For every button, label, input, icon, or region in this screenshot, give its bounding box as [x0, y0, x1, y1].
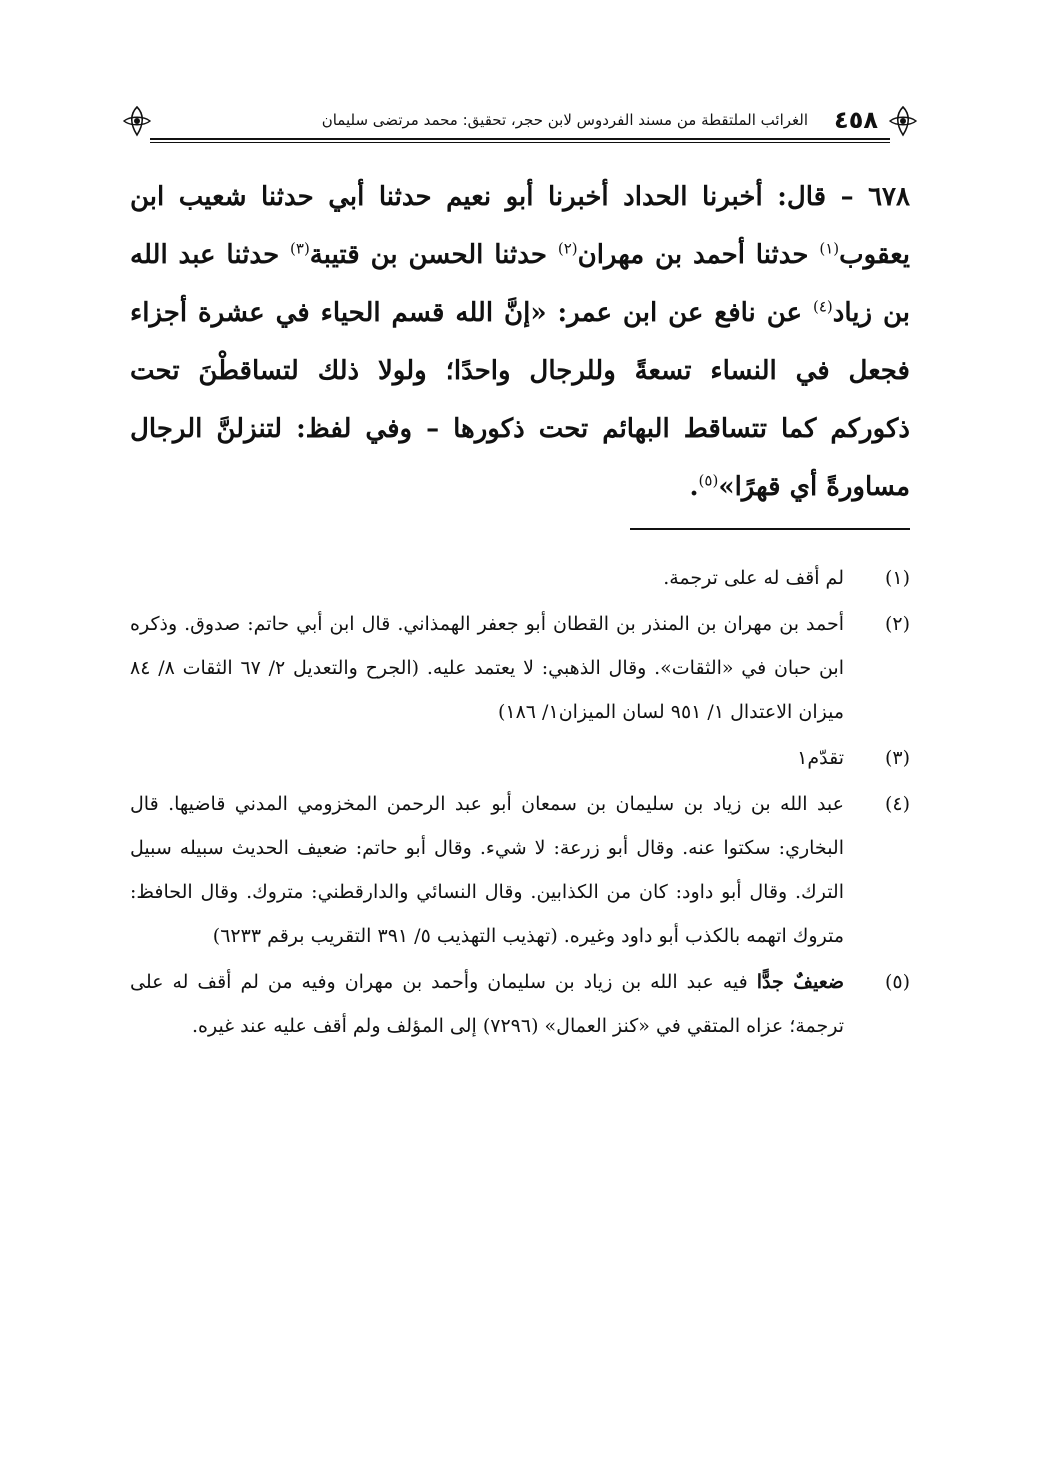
text-segment: ٦٧٨ – قال: أخبرنا الحداد أخبرنا أبو نعيم حدثنا أبي حدثنا شعيب ابن يعقوب [130, 182, 910, 270]
footnote-ref: (٣) [290, 239, 310, 258]
running-header [120, 98, 920, 144]
text-segment: حدثنا عبد الله بن زياد [130, 240, 911, 328]
footnote-number: (٤) [884, 793, 910, 815]
text-segment: حدثنا الحسن بن قتيبة [309, 240, 558, 270]
floral-ornament-icon [886, 104, 920, 138]
footnote-separator [630, 528, 910, 530]
footnote-number: (١) [884, 567, 910, 589]
floral-ornament-icon [120, 104, 154, 138]
footnote [130, 556, 910, 600]
footnote-ref: (٥) [698, 471, 719, 490]
grading-text: فيه عبد الله بن زياد بن سليمان وأحمد بن مهران وفيه من لم أقف له على ترجمة؛ عزاه المتقي في «كنز العمال» (٧٢٩٦) إلى المؤلف ولم أقف عليه عند غيره. [130, 971, 844, 1037]
text-segment: . [689, 472, 699, 502]
footnote-ref: (٤) [812, 297, 833, 316]
footnote-number: (٢) [884, 613, 910, 635]
running-title: الغرائب الملتقطة من مسند الفردوس لابن حجر، تحقيق: محمد مرتضى سليمان [321, 111, 808, 129]
header-rule [150, 142, 890, 143]
text-segment: حدثنا أحمد بن مهران [577, 240, 820, 270]
text-segment: عن نافع عن ابن عمر: «إنَّ الله قسم الحياء في عشرة أجزاء فجعل في النساء تسعةً وللرجال واحدًا؛ ولولا ذلك لتساقطْنَ تحت ذكوركم كما تتساقط البهائم تحت ذكورها – وفي لفظ: لتنزلنَّ الرجال مساورةً أي قهرًا» [130, 298, 910, 502]
footnote [130, 602, 910, 734]
footnote-ref: (١) [819, 239, 840, 258]
footnote-text: تقدّم١ [797, 747, 844, 769]
grading-label: ضعيفٌ جدًّا [756, 971, 845, 993]
footnote-text: أحمد بن مهران بن المنذر بن القطان أبو جعفر الهمذاني. قال ابن أبي حاتم: صدوق. وذكره ابن حبان في «الثقات». وقال الذهبي: لا يعتمد عليه. (الجرح والتعديل ٢/ ٦٧ الثقات ٨/ ٨٤ ميزان الاعتدال ١/ ٩٥١ لسان الميزان١/ ١٨٦) [130, 613, 844, 723]
page-number: ٤٥٨ [834, 106, 878, 134]
footnotes [130, 556, 910, 1048]
footnote-ref: (٢) [557, 239, 578, 258]
footnote [130, 782, 910, 958]
hadith-text [130, 168, 910, 516]
footnote-number: (٣) [884, 747, 910, 769]
footnote [130, 736, 910, 780]
footnote-text: لم أقف له على ترجمة. [663, 567, 844, 589]
header-rule [150, 138, 890, 140]
footnote-text [130, 960, 844, 1048]
footnote [130, 960, 910, 1048]
footnote-number: (٥) [884, 971, 910, 993]
footnote-text: عبد الله بن زياد بن سليمان بن سمعان أبو عبد الرحمن المخزومي المدني قاضيها. قال البخاري: سكتوا عنه. وقال أبو زرعة: لا شيء. وقال أبو حاتم: ضعيف الحديث سبيله سبيل الترك. وقال أبو داود: كان من الكذابين. وقال النسائي والدارقطني: متروك. وقال الحافظ: متروك اتهمه بالكذب أبو داود وغيره. (تهذيب التهذيب ٥/ ٣٩١ التقريب برقم ٦٢٣٣) [130, 793, 844, 947]
